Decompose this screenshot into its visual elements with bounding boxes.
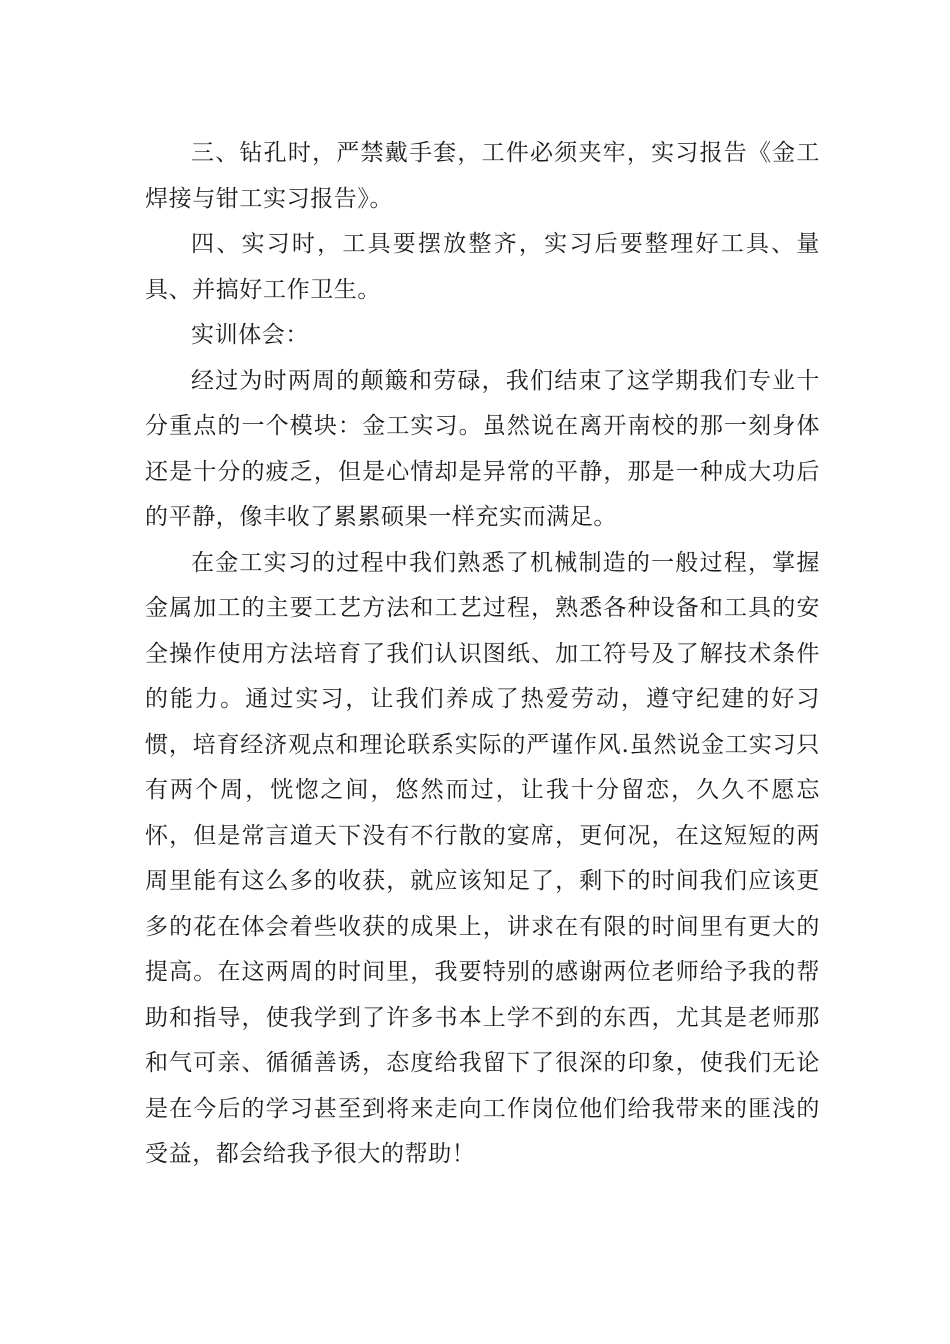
- paragraph-safety-tools: 四、实习时，工具要摆放整齐，实习后要整理好工具、量具、并搞好工作卫生。: [145, 231, 820, 303]
- section-heading-training-experience: 实训体会：: [191, 322, 309, 348]
- paragraph-experience-intro: 经过为时两周的颠簸和劳碌，我们结束了这学期我们专业十分重点的一个模块：金工实习。虽然说在离开南校的那一刻身体还是十分的疲乏，但是心情却是异常的平静，那是一种成大功后的平静，像丰收了累累硕果一样充实而满足。: [145, 367, 820, 530]
- paragraph-experience-details: 在金工实习的过程中我们熟悉了机械制造的一般过程，掌握金属加工的主要工艺方法和工艺过程，熟悉各种设备和工具的安全操作使用方法培育了我们认识图纸、加工符号及了解技术条件的能力。通过实习，让我们养成了热爱劳动，遵守纪建的好习惯，培育经济观点和理论联系实际的严谨作风.虽然说金工实习只有两个周，恍惚之间，悠然而过，让我十分留恋，久久不愿忘怀，但是常言道天下没有不行散的宴席，更何况，在这短短的两周里能有这么多的收获，就应该知足了，剩下的时间我们应该更多的花在体会着些收获的成果上，讲求在有限的时间里有更大的提高。在这两周的时间里，我要特别的感谢两位老师给予我的帮助和指导，使我学到了许多书本上学不到的东西，尤其是老师那和气可亲、循循善诱，态度给我留下了很深的印象，使我们无论是在今后的学习甚至到将来走向工作岗位他们给我带来的匪浅的受益，都会给我予很大的帮助！: [145, 549, 820, 1167]
- document-body: [145, 131, 820, 1178]
- paragraph-safety-drilling: 三、钻孔时，严禁戴手套，工件必须夹牢，实习报告《金工焊接与钳工实习报告》。: [145, 140, 820, 212]
